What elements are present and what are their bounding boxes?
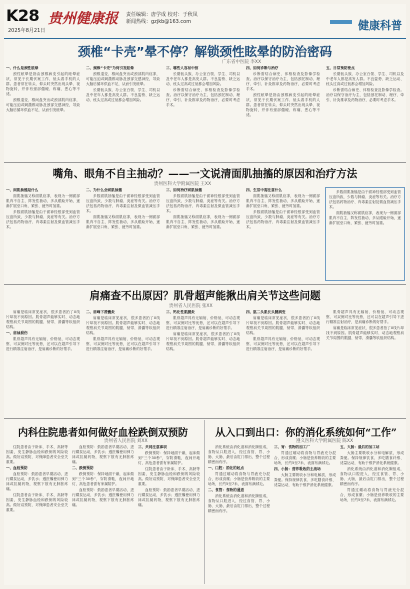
- article-1-author: 广东省中医院 李XX: [222, 60, 262, 65]
- divider: [4, 162, 406, 163]
- paragraph: 多数面肌抽搐是由于面神经根部受到血管压迫所致，少数与肿瘤、炎症等有关。治疗方法包括药物治疗、肉毒素注射及微血管减压手术。: [86, 194, 160, 213]
- paragraph: 血栓预防：鼓励患者早期活动，进行踝泵运动，多饮水；遵医嘱使用弹力袜或抗凝药物，观察下肢有无肿胀疼痛。: [72, 488, 134, 507]
- article-5-author: 遵义医科大学附属医院 陈XX: [296, 439, 354, 444]
- article-2-author: 贵州医科大学附属医院 王XX: [154, 182, 212, 187]
- paragraph: 消化系统由消化道和消化腺组成，食物从口腔进入，经过食管、胃、小肠、大肠，最后由肛门排出，整个过程精密而有序。: [340, 467, 404, 486]
- subhead: 一、肩袖损伤: [6, 331, 28, 335]
- subhead: 三、共同注意事项: [138, 445, 167, 449]
- paragraph: 诊断需结合病史、体格检查及影像学检查。治疗以保守治疗为主，包括颈托制动、理疗、牵引、针灸推拿及药物治疗，必要时考虑手术。: [246, 72, 320, 91]
- paragraph: 面肌抽搐又称面肌痉挛，表现为一侧面部肌肉不自主、阵发性抽动，多从眼睑开始，逐渐扩展至口角，紧张、疲劳时加重。: [329, 211, 401, 225]
- paragraph: 血栓预防：鼓励患者早期活动，进行踝泵运动，多饮水；遵医嘱使用弹力袜或抗凝药物，观察下肢有无肿胀疼痛。: [138, 488, 200, 507]
- article-1-column-4: [246, 66, 320, 160]
- paragraph: 多数面肌抽搐是由于面神经根部受到血管压迫所致，少数与肿瘤、炎症等有关。治疗方法包括药物治疗、肉毒素注射及微血管减压手术。: [329, 190, 401, 209]
- subhead: 一、什么是颈性眩晕: [6, 66, 39, 70]
- article-3-column-1: [6, 310, 80, 414]
- article-2-column-2: [86, 188, 160, 280]
- editor-info: [126, 12, 198, 26]
- article-4-title: 内科住院患者如何做好血栓跌倒双预防: [18, 428, 188, 439]
- paragraph: 消化系统由消化道和消化腺组成，食物从口腔进入，经过食管、胃、小肠、大肠，最后由肛门排出，整个过程精密而有序。: [208, 445, 270, 464]
- paragraph: 胃通过蠕动将食物与胃液充分混合，形成食糜；小肠是营养吸收的主要场所，长约5至7米，表面布满绒毛。: [340, 488, 404, 502]
- article-5-column-1: [208, 445, 270, 583]
- subhead: 五、日常预防要点: [326, 66, 355, 70]
- paragraph: 诊断需结合病史、体格检查及影像学检查。治疗以保守治疗为主，包括颈托制动、理疗、牵引、针灸推拿及药物治疗，必要时考虑手术。: [166, 88, 240, 107]
- paragraph: 长期低头族、办公室白领、学生、司机以及中老年人都是高发人群。不良姿势、缺乏运动、枕头过高或过低都会增加风险。: [326, 72, 404, 86]
- subhead: 二、跌倒预防: [72, 466, 94, 470]
- paragraph: 胃通过蠕动将食物与胃液充分混合，形成食糜；小肠是营养吸收的主要场所，长约5至7米，表面布满绒毛。: [274, 451, 336, 465]
- paragraph: 颈椎退变、椎间盘突出或颈部肌肉痉挛，可能压迫或刺激椎动脉及颈部交感神经，导致大脑后循环供血不足，从而引发眩晕。: [6, 98, 80, 112]
- divider: [4, 418, 406, 419]
- paragraph: 肌骨超声具有无辐射、价格低、可动态观察、可双侧对比等优势，还可以在超声引导下进行精准注射治疗，是肩痛诊断的好帮手。: [86, 337, 160, 351]
- paragraph: 长期低头族、办公室白领、学生、司机以及中老年人都是高发人群。不良姿势、缺乏运动、枕头过高或过低都会增加风险。: [166, 72, 240, 86]
- article-2-column-5: [329, 190, 401, 278]
- article-1-column-2: [86, 66, 160, 160]
- divider: [4, 284, 406, 285]
- article-2-column-3: [166, 188, 240, 280]
- paragraph: 肌骨超声具有无辐射、价格低、可动态观察、可双侧对比等优势，还可以在超声引导下进行精准注射治疗，是肩痛诊断的好帮手。: [246, 337, 320, 351]
- subhead: 一、血栓预防: [6, 466, 28, 470]
- paragraph: 面肌抽搐又称面肌痉挛，表现为一侧面部肌肉不自主、阵发性抽动，多从眼睑开始，逐渐扩展至口角，紧张、疲劳时加重。: [6, 194, 80, 208]
- column-divider: [204, 420, 205, 584]
- paragraph: 面肌抽搐又称面肌痉挛，表现为一侧面部肌肉不自主、阵发性抽动，多从眼睑开始，逐渐扩展至口角，紧张、疲劳时加重。: [166, 215, 240, 229]
- article-3-column-2: [86, 310, 160, 414]
- paragraph: 血栓预防：鼓励患者早期活动，进行踝泵运动，多饮水；遵医嘱使用弹力袜或抗凝药物，观察下肢有无肿胀疼痛。: [6, 472, 68, 491]
- subhead: 二、肩峰下滑囊炎: [86, 310, 115, 314]
- paragraph: 肌骨超声具有无辐射、价格低、可动态观察、可双侧对比等优势，还可以在超声引导下进行精准注射治疗，是肩痛诊断的好帮手。: [166, 316, 240, 330]
- paragraph: 颈性眩晕是指由颈椎病变引起的眩晕症状，常见于长期伏案工作、低头看手机的人群。患者常在转头、仰头时突然出现头晕、视物旋转，并伴有颈部僵硬、疼痛、恶心等不适。: [6, 72, 80, 96]
- paragraph: 肩痛是临床常见症状，很多患者拍了X线片却找不到原因。肌骨超声能够实时、动态地观察肩关节周围的肌腱、韧带、滑囊等软组织结构。: [246, 316, 320, 335]
- editor-contact: 新闻热线：gzjkb@163.com: [126, 19, 192, 25]
- subhead: 二、为什么会面肌抽搐: [86, 188, 122, 192]
- subhead: 一、口腔：消化的起点: [208, 466, 244, 470]
- paragraph: 颈椎退变、椎间盘突出或颈部肌肉痉挛，可能压迫或刺激椎动脉及颈部交感神经，导致大脑后循环供血不足，从而引发眩晕。: [86, 72, 160, 86]
- paragraph: 肌骨超声具有无辐射、价格低、可动态观察、可双侧对比等优势，还可以在超声引导下进行精准注射治疗，是肩痛诊断的好帮手。: [6, 337, 80, 351]
- article-4-column-1: [6, 445, 68, 583]
- newspaper-page: [4, 4, 406, 585]
- issue-date: 2025年8月21日: [8, 28, 46, 34]
- article-1-column-1: [6, 66, 80, 160]
- subhead: 一、面肌抽搐是什么: [6, 188, 39, 192]
- page-number: K28: [6, 6, 40, 25]
- paragraph: 住院患者由于卧床、手术、高龄等因素，发生静脉血栓和跌倒的风险较高。做好双预防，对保障患者安全至关重要。: [138, 467, 200, 486]
- article-4-column-2: [72, 445, 134, 583]
- paragraph: 肌骨超声具有无辐射、价格低、可动态观察、可双侧对比等优势，还可以在超声引导下进行精准注射治疗，是肩痛诊断的好帮手。: [326, 310, 404, 324]
- subhead: 三、哪些人容易中招: [166, 66, 199, 70]
- article-3-column-4: [246, 310, 320, 414]
- paragraph: 大肠主要吸收水分和电解质，形成粪便。保持规律饮食、多吃膳食纤维、适量运动，有助于维护消化系统健康。: [340, 451, 404, 465]
- paragraph: 多数面肌抽搐是由于面神经根部受到血管压迫所致，少数与肿瘤、炎症等有关。治疗方法包括药物治疗、肉毒素注射及微血管减压手术。: [6, 210, 80, 229]
- article-4-author: 贵州省人民医院 刘XX: [104, 439, 148, 444]
- article-3-column-5: [326, 310, 404, 414]
- paragraph: 胃通过蠕动将食物与胃液充分混合，形成食糜；小肠是营养吸收的主要场所，长约5至7米，表面布满绒毛。: [208, 472, 270, 486]
- article-3-author: 贵州省人民医院 张XX: [169, 304, 213, 309]
- page-header: [4, 4, 406, 39]
- paragraph: 跌倒预防：保持地面干燥，起床做到“三个30秒”，穿防滑鞋，夜间开地灯，高危患者需有家属陪护。: [138, 451, 200, 465]
- article-3-title: 肩痛查不出原因？肌骨超声能揪出肩关节这些问题: [89, 290, 321, 302]
- paragraph: 肩痛是临床常见症状，很多患者拍了X线片却找不到原因。肌骨超声能够实时、动态地观察肩关节周围的肌腱、韧带、滑囊等软组织结构。: [86, 316, 160, 335]
- section-bar: [330, 20, 352, 24]
- paragraph: 面肌抽搐又称面肌痉挛，表现为一侧面部肌肉不自主、阵发性抽动，多从眼睑开始，逐渐扩展至口角，紧张、疲劳时加重。: [246, 194, 320, 208]
- subhead: 四、如何诊断与治疗: [246, 66, 279, 70]
- subhead: 四、肱二头肌长头腱病变: [246, 310, 286, 314]
- article-1-column-5: [326, 66, 404, 160]
- article-2-title: 嘴角、眼角不自主抽动？——一文说清面肌抽搐的原因和治疗方法: [52, 168, 358, 180]
- subhead: 三、钙化性肌腱炎: [166, 310, 195, 314]
- article-2-column-1: [6, 188, 80, 280]
- paragraph: 肩痛是临床常见症状，很多患者拍了X线片却找不到原因。肌骨超声能够实时、动态地观察肩关节周围的肌腱、韧带、滑囊等软组织结构。: [6, 310, 80, 329]
- section-name: 健康科普: [358, 19, 402, 32]
- article-2-column-4: [246, 188, 320, 280]
- article-5-column-3: [340, 445, 404, 583]
- subhead: 五、大肠：最后的加工站: [340, 445, 380, 449]
- paragraph: 住院患者由于卧床、手术、高龄等因素，发生静脉血栓和跌倒的风险较高。做好双预防，对保障患者安全至关重要。: [6, 493, 68, 512]
- paragraph: 跌倒预防：保持地面干燥，起床做到“三个30秒”，穿防滑鞋，夜间开地灯，高危患者需有家属陪护。: [72, 472, 134, 486]
- subhead: 三、如何治疗面肌抽搐: [166, 188, 202, 192]
- paragraph: 大肠主要吸收水分和电解质，形成粪便。保持规律饮食、多吃膳食纤维、适量运动，有助于维护消化系统健康。: [274, 473, 336, 487]
- subhead: 四、生活中需注意什么: [246, 188, 282, 192]
- subhead: 四、小肠：营养吸收的主战场: [274, 467, 321, 471]
- article-4-column-3: [138, 445, 200, 583]
- paragraph: 多数面肌抽搐是由于面神经根部受到血管压迫所致，少数与肿瘤、炎症等有关。治疗方法包括药物治疗、肉毒素注射及微血管减压手术。: [246, 210, 320, 229]
- article-1-column-3: [166, 66, 240, 160]
- subhead: 二、颈椎“卡壳”为何引发眩晕: [86, 66, 134, 70]
- paragraph: 长期低头族、办公室白领、学生、司机以及中老年人都是高发人群。不良姿势、缺乏运动、枕头过高或过低都会增加风险。: [86, 88, 160, 102]
- paragraph: 颈性眩晕是指由颈椎病变引起的眩晕症状，常见于长期伏案工作、低头看手机的人群。患者常在转头、仰头时突然出现头晕、视物旋转，并伴有颈部僵硬、疼痛、恶心等不适。: [246, 93, 320, 117]
- paragraph: 血栓预防：鼓励患者早期活动，进行踝泵运动，多饮水；遵医嘱使用弹力袜或抗凝药物，观察下肢有无肿胀疼痛。: [72, 445, 134, 464]
- paragraph: 面肌抽搐又称面肌痉挛，表现为一侧面部肌肉不自主、阵发性抽动，多从眼睑开始，逐渐扩展至口角，紧张、疲劳时加重。: [86, 215, 160, 229]
- paragraph: 住院患者由于卧床、手术、高龄等因素，发生静脉血栓和跌倒的风险较高。做好双预防，对保障患者安全至关重要。: [6, 445, 68, 464]
- masthead: 贵州健康报: [48, 11, 118, 27]
- article-3-column-3: [166, 310, 240, 414]
- article-1-title: 颈椎“卡壳”晕不停？解锁颈性眩晕的防治密码: [78, 44, 332, 59]
- paragraph: 肩痛是临床常见症状，很多患者拍了X线片却找不到原因。肌骨超声能够实时、动态地观察肩关节周围的肌腱、韧带、滑囊等软组织结构。: [166, 332, 240, 351]
- editor-line: 责任编辑：唐学成 校对：于秋凤: [126, 12, 198, 18]
- subhead: 三、胃：食物的加工厂: [274, 445, 310, 449]
- article-5-title: 从入口到出口：你的消化系统如何“工作”: [215, 428, 397, 439]
- article-5-column-2: [274, 445, 336, 583]
- paragraph: 多数面肌抽搐是由于面神经根部受到血管压迫所致，少数与肿瘤、炎症等有关。治疗方法包括药物治疗、肉毒素注射及微血管减压手术。: [166, 194, 240, 213]
- paragraph: 诊断需结合病史、体格检查及影像学检查。治疗以保守治疗为主，包括颈托制动、理疗、牵引、针灸推拿及药物治疗，必要时考虑手术。: [326, 88, 404, 102]
- paragraph: 消化系统由消化道和消化腺组成，食物从口腔进入，经过食管、胃、小肠、大肠，最后由肛门排出，整个过程精密而有序。: [208, 494, 270, 513]
- paragraph: 肩痛是临床常见症状，很多患者拍了X线片却找不到原因。肌骨超声能够实时、动态地观察肩关节周围的肌腱、韧带、滑囊等软组织结构。: [326, 326, 404, 340]
- subhead: 二、食管：食物的通道: [208, 488, 244, 492]
